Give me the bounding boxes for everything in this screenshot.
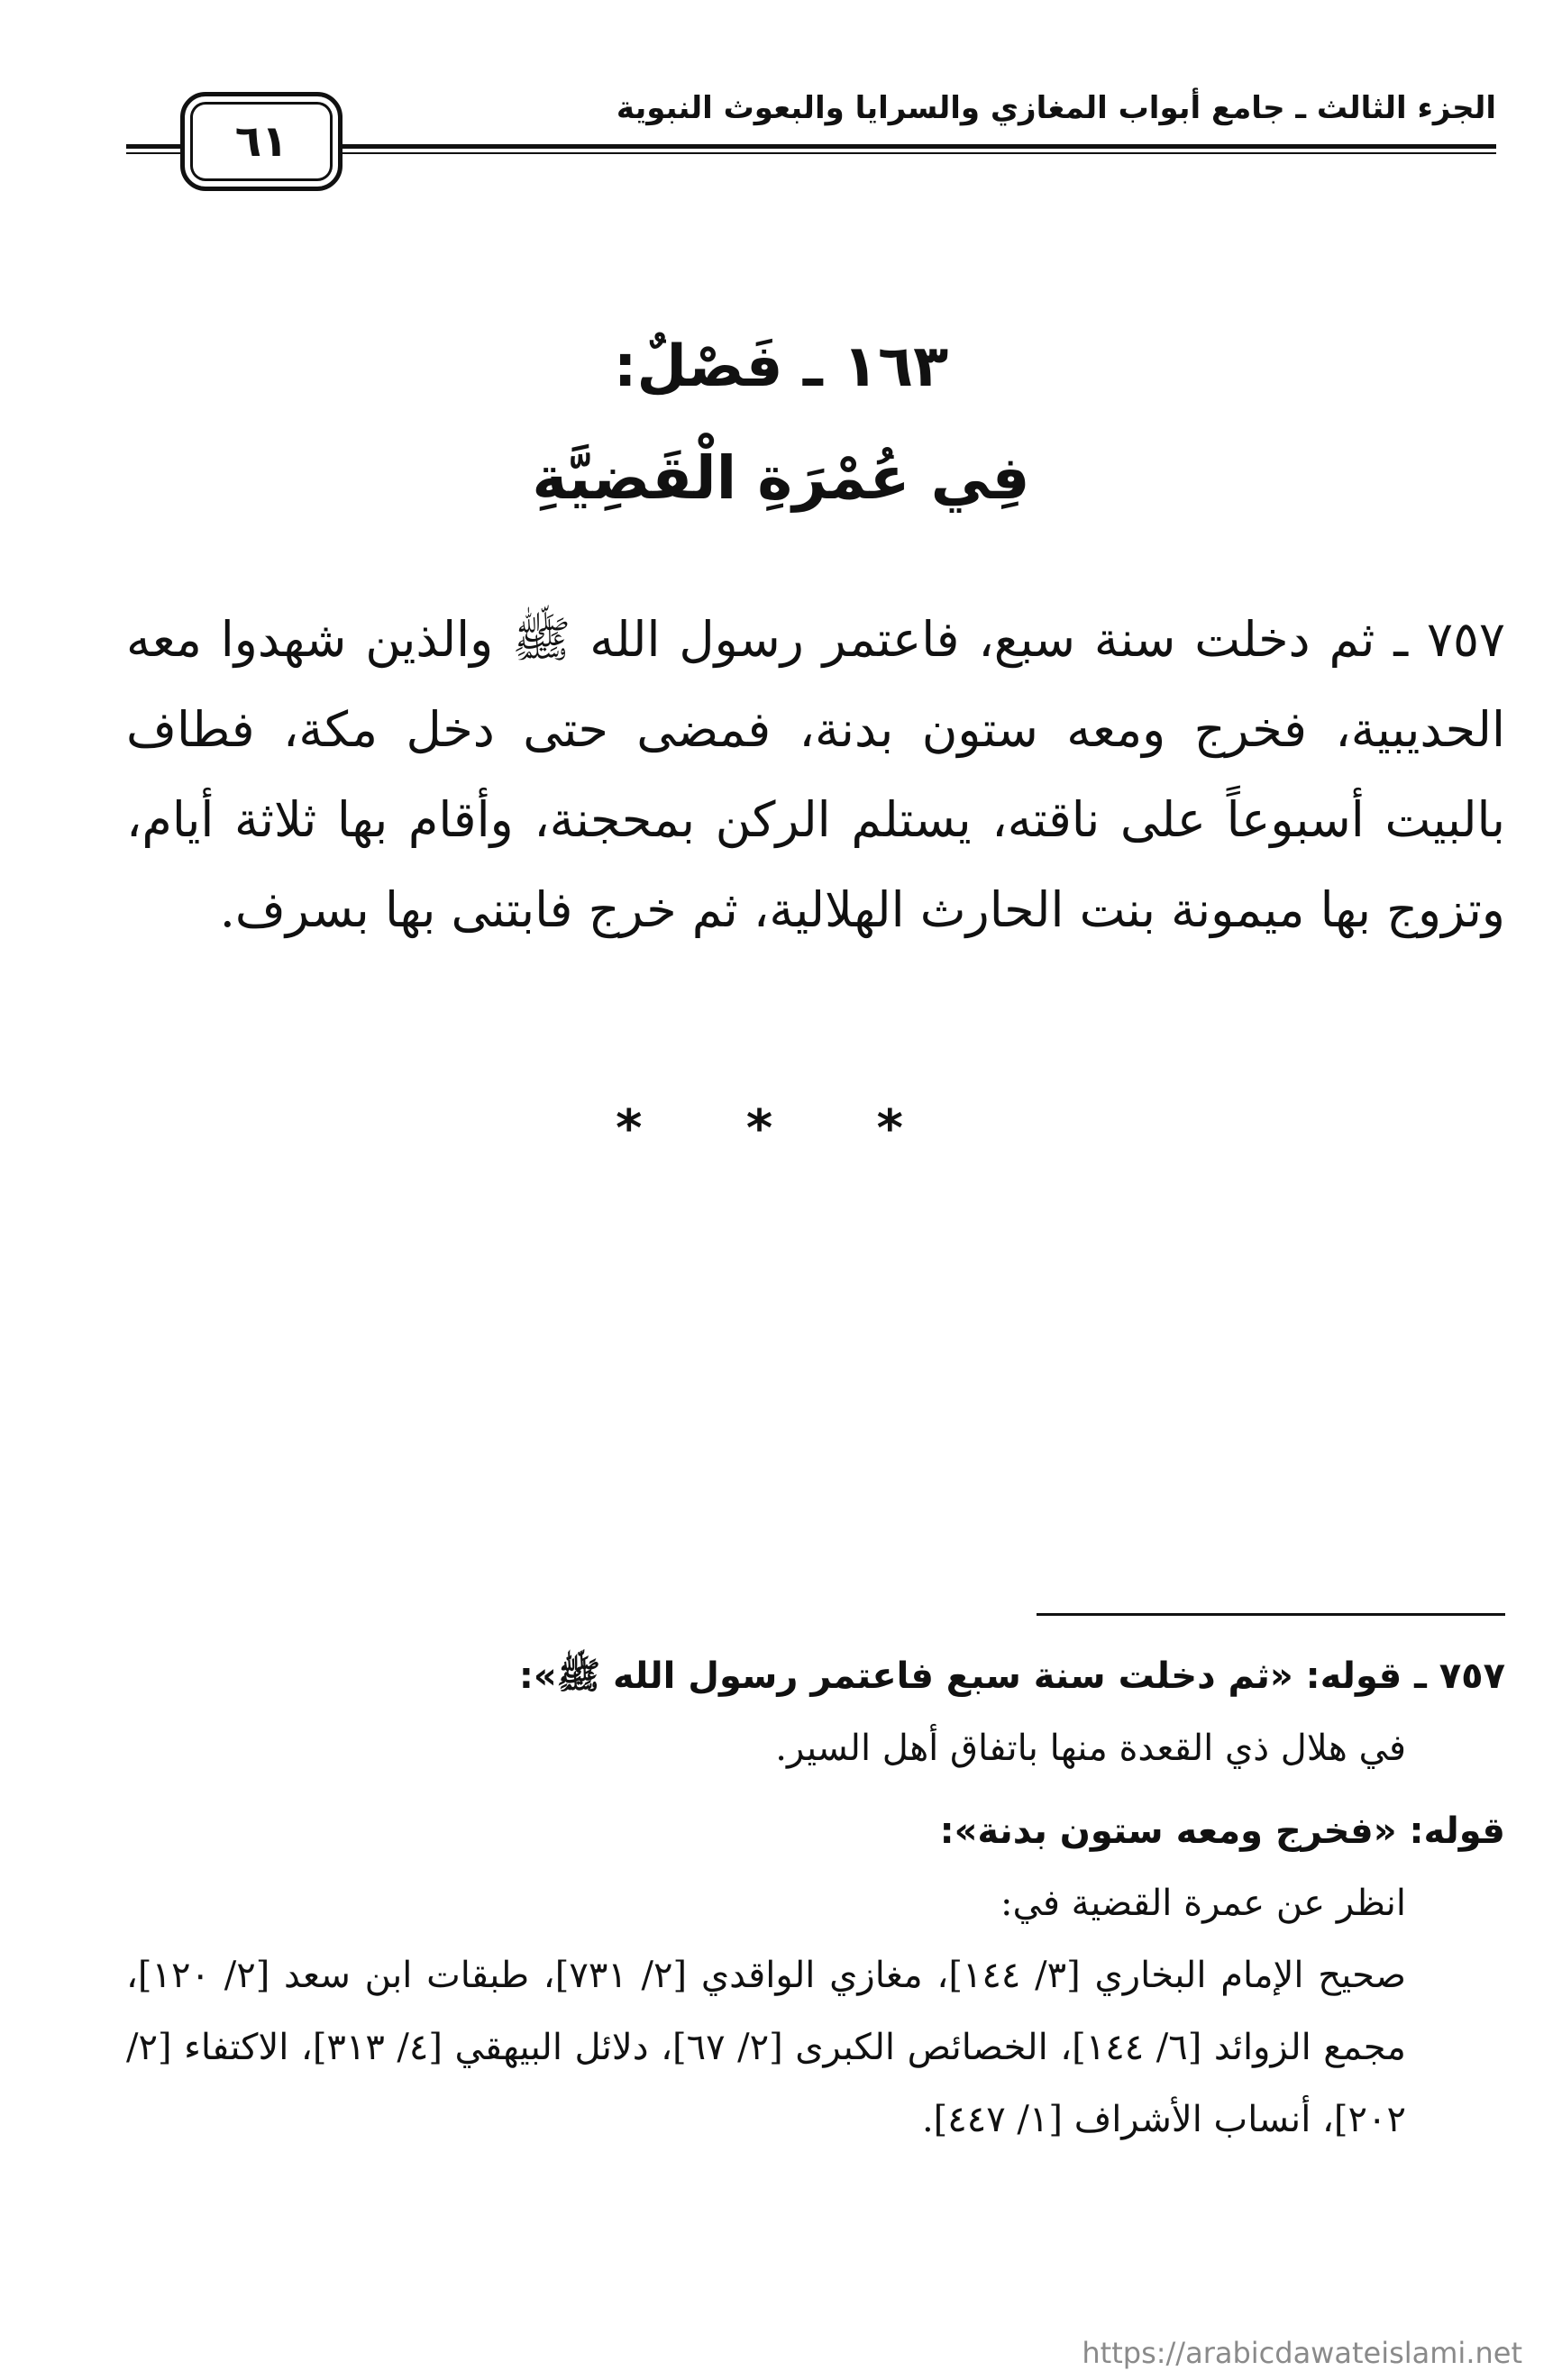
section-subtitle: فِي عُمْرَةِ الْقَضِيَّةِ <box>532 443 1030 513</box>
watermark-url: https://arabicdawateislami.net <box>1082 2336 1522 2370</box>
page-number-frame <box>180 92 343 191</box>
footnotes <box>126 1640 1505 2156</box>
footnote-1-heading: ٧٥٧ ـ قوله: «ثم دخلت سنة سبع فاعتمر رسول الله ﷺ»: <box>518 1655 1505 1697</box>
section-separator: * * * <box>616 1099 946 1158</box>
footnote-rule <box>1037 1613 1505 1616</box>
footnote-2-intro: انظر عن عمرة القضية في: <box>1000 1883 1406 1924</box>
page-number: ٦١ <box>234 116 288 167</box>
page-header <box>126 81 1496 189</box>
section-number-title: ١٦٣ ـ فَصْلٌ: <box>613 333 949 400</box>
main-paragraph: ٧٥٧ ـ ثم دخلت سنة سبع، فاعتمر رسول الله ﷺ والذين شهدوا معه الحديبية، فخرج ومعه ستون بدنة، فمضى حتى دخل مكة، فطاف بالبيت أسبوعاً على ناقته، يستلم الركن بمحجنة، وأقام بها ثلاثة أيام، وتزوج بها ميمونة بنت الحارث الهلالية، ثم خرج فابتنى بها بسرف. <box>126 611 1505 938</box>
footnote-2-heading: قوله: «فخرج ومعه ستون بدنة»: <box>939 1810 1505 1852</box>
footnote-2-references: صحيح الإمام البخاري [٣/ ١٤٤]، مغازي الواقدي [٢/ ٧٣١]، طبقات ابن سعد [٢/ ١٢٠]، مجمع الزوائد [٦/ ١٤٤]، الخصائص الكبرى [٢/ ٦٧]، دلائل البيهقي [٤/ ٣١٣]، الاكتفاء [٢/ ٢٠٢]، أنساب الأشراف [١/ ٤٤٧]. <box>126 1955 1406 2140</box>
footnote-1-text: في هلال ذي القعدة منها باتفاق أهل السير. <box>775 1728 1406 1769</box>
running-title: الجزء الثالث ـ جامع أبواب المغازي والسرايا والبعوث النبوية <box>616 90 1496 126</box>
